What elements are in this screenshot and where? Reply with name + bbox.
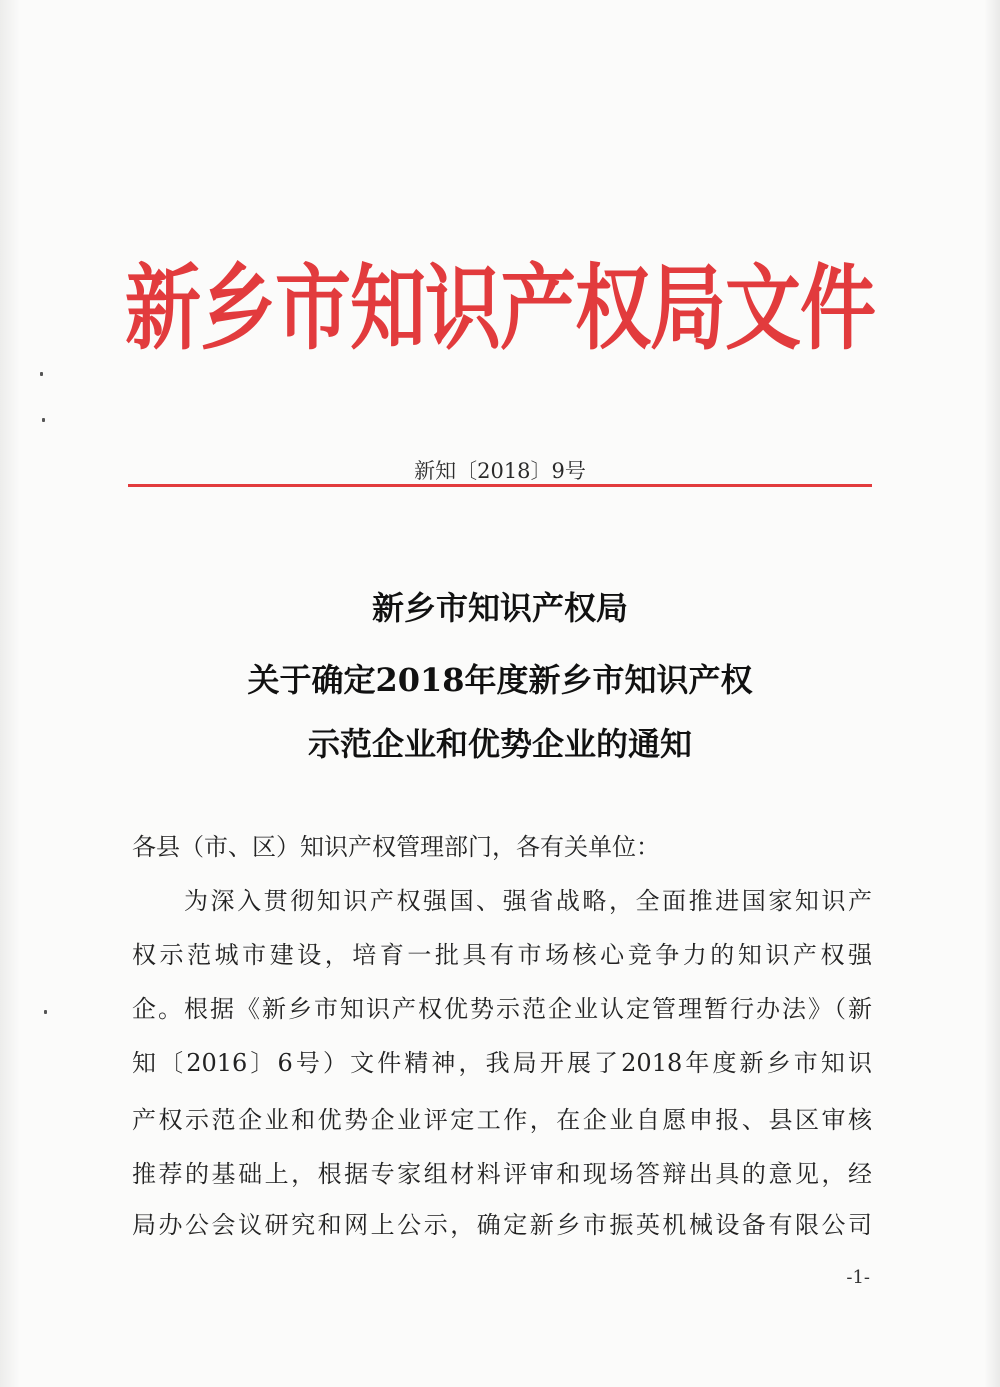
red-divider-line xyxy=(128,484,872,487)
body-paragraph-line: 推荐的基础上，根据专家组材料评审和现场答辩出具的意见，经 xyxy=(132,1160,872,1188)
body-paragraph-line: 企。根据《新乡市知识产权优势示范企业认定管理暂行办法》（新 xyxy=(132,995,872,1023)
scan-speck xyxy=(40,372,43,376)
scan-shadow-right xyxy=(984,0,1000,1387)
scan-speck xyxy=(44,1010,47,1014)
body-paragraph-line: 局办公会议研究和网上公示，确定新乡市振英机械设备有限公司 xyxy=(132,1211,872,1239)
page-number: -1- xyxy=(846,1267,870,1288)
body-paragraph-line: 权示范城市建设，培育一批具有市场核心竞争力的知识产权强 xyxy=(132,941,872,969)
body-paragraph-line: 知〔2016〕6号）文件精神，我局开展了2018年度新乡市知识 xyxy=(132,1049,872,1077)
scan-speck xyxy=(42,418,45,422)
notice-title-line-3: 示范企业和优势企业的通知 xyxy=(307,725,692,763)
notice-title-line-2: 关于确定2018年度新乡市知识产权 xyxy=(247,661,753,699)
salutation: 各县（市、区）知识产权管理部门，各有关单位： xyxy=(132,833,660,861)
body-paragraph-line: 产权示范企业和优势企业评定工作，在企业自愿申报、县区审核 xyxy=(132,1106,872,1134)
masthead-title: 新乡市知识产权局文件 xyxy=(125,254,875,363)
notice-title-line-1: 新乡市知识产权局 xyxy=(371,589,628,627)
document-number: 新知〔2018〕9号 xyxy=(414,459,586,483)
scan-shadow-left xyxy=(0,0,20,1387)
body-paragraph-line: 为深入贯彻知识产权强国、强省战略，全面推进国家知识产 xyxy=(184,887,872,915)
